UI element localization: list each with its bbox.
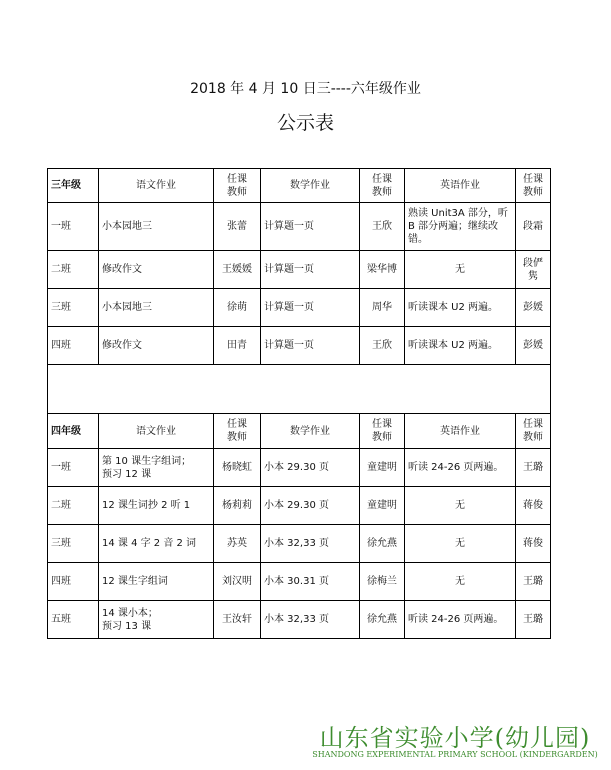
- class-label: 二班: [48, 487, 99, 525]
- teacher-header: 任课 教师: [214, 414, 261, 449]
- english-teacher: 蒋俊: [516, 487, 551, 525]
- math-homework: 计算题一页: [261, 289, 360, 327]
- math-teacher: 王欣: [360, 203, 405, 251]
- math-homework: 小本 29.30 页: [261, 449, 360, 487]
- math-homework: 小本 29.30 页: [261, 487, 360, 525]
- math-homework: 小本 32,33 页: [261, 601, 360, 639]
- class-label: 一班: [48, 449, 99, 487]
- math-teacher: 周华: [360, 289, 405, 327]
- grade4-header-row: [48, 414, 551, 449]
- grade3-label: 三年级: [48, 169, 99, 203]
- teacher-header: 任课 教师: [516, 414, 551, 449]
- chinese-homework: 修改作文: [99, 327, 214, 365]
- grade4-label: 四年级: [48, 414, 99, 449]
- chinese-teacher: 王汝轩: [214, 601, 261, 639]
- table-row: [48, 203, 551, 251]
- class-label: 三班: [48, 525, 99, 563]
- chinese-teacher: 刘汉明: [214, 563, 261, 601]
- teacher-header: 任课 教师: [360, 169, 405, 203]
- math-header: 数学作业: [261, 414, 360, 449]
- math-homework: 小本 30.31 页: [261, 563, 360, 601]
- school-logo-chinese: 山东省实验小学(幼儿园): [319, 724, 591, 752]
- math-teacher: 童建明: [360, 449, 405, 487]
- math-homework: 计算题一页: [261, 251, 360, 289]
- chinese-teacher: 张蕾: [214, 203, 261, 251]
- chinese-header: 语文作业: [99, 414, 214, 449]
- chinese-homework: 14 课小本； 预习 13 课: [99, 601, 214, 639]
- english-homework: 无: [405, 563, 516, 601]
- math-teacher: 徐允燕: [360, 525, 405, 563]
- math-teacher: 梁华博: [360, 251, 405, 289]
- chinese-teacher: 徐萌: [214, 289, 261, 327]
- chinese-teacher: 王媛媛: [214, 251, 261, 289]
- chinese-homework: 小本园地三: [99, 203, 214, 251]
- math-header: 数学作业: [261, 169, 360, 203]
- table-row: [48, 251, 551, 289]
- chinese-homework: 修改作文: [99, 251, 214, 289]
- chinese-homework: 12 课生字组词: [99, 563, 214, 601]
- chinese-homework: 14 课 4 字 2 音 2 词: [99, 525, 214, 563]
- teacher-header: 任课 教师: [214, 169, 261, 203]
- homework-table: [47, 168, 551, 639]
- english-homework: 无: [405, 251, 516, 289]
- table-row: [48, 289, 551, 327]
- table-row: [48, 487, 551, 525]
- chinese-teacher: 杨晓虹: [214, 449, 261, 487]
- section-spacer: [48, 365, 551, 414]
- spacer-cell: [48, 365, 551, 414]
- table-row: [48, 601, 551, 639]
- english-homework: 听读课本 U2 两遍。: [405, 327, 516, 365]
- math-teacher: 徐允燕: [360, 601, 405, 639]
- english-header: 英语作业: [405, 169, 516, 203]
- chinese-homework: 小本园地三: [99, 289, 214, 327]
- english-teacher: 彭媛: [516, 289, 551, 327]
- chinese-homework: 12 课生词抄 2 听 1: [99, 487, 214, 525]
- english-teacher: 蒋俊: [516, 525, 551, 563]
- english-teacher: 段霜: [516, 203, 551, 251]
- english-homework: 无: [405, 525, 516, 563]
- document-title: 2018 年 4 月 10 日三----六年级作业: [190, 81, 421, 97]
- table-row: [48, 563, 551, 601]
- math-homework: 计算题一页: [261, 327, 360, 365]
- class-label: 一班: [48, 203, 99, 251]
- class-label: 五班: [48, 601, 99, 639]
- english-homework: 听读 24-26 页两遍。: [405, 601, 516, 639]
- chinese-homework: 第 10 课生字组词； 预习 12 课: [99, 449, 214, 487]
- english-homework: 听读课本 U2 两遍。: [405, 289, 516, 327]
- math-homework: 小本 32,33 页: [261, 525, 360, 563]
- english-teacher: 彭媛: [516, 327, 551, 365]
- english-teacher: 王璐: [516, 601, 551, 639]
- english-teacher: 王璐: [516, 563, 551, 601]
- math-teacher: 童建明: [360, 487, 405, 525]
- class-label: 四班: [48, 327, 99, 365]
- class-label: 三班: [48, 289, 99, 327]
- english-homework: 熟读 Unit3A 部分，听 B 部分两遍；继续改错。: [405, 203, 516, 251]
- table-row: [48, 449, 551, 487]
- chinese-teacher: 田青: [214, 327, 261, 365]
- chinese-header: 语文作业: [99, 169, 214, 203]
- math-teacher: 徐梅兰: [360, 563, 405, 601]
- english-homework: 无: [405, 487, 516, 525]
- english-teacher: 王璐: [516, 449, 551, 487]
- school-logo-english: SHANDONG EXPERIMENTAL PRIMARY SCHOOL (KINDERGARDEN): [312, 750, 598, 759]
- teacher-header: 任课 教师: [360, 414, 405, 449]
- class-label: 二班: [48, 251, 99, 289]
- english-homework: 听读 24-26 页两遍。: [405, 449, 516, 487]
- table-row: [48, 327, 551, 365]
- english-header: 英语作业: [405, 414, 516, 449]
- english-teacher: 段俨隽: [516, 251, 551, 289]
- class-label: 四班: [48, 563, 99, 601]
- teacher-header: 任课 教师: [516, 169, 551, 203]
- grade3-header-row: [48, 169, 551, 203]
- document-subtitle: 公示表: [276, 112, 334, 134]
- chinese-teacher: 杨莉莉: [214, 487, 261, 525]
- table-row: [48, 525, 551, 563]
- math-teacher: 王欣: [360, 327, 405, 365]
- math-homework: 计算题一页: [261, 203, 360, 251]
- chinese-teacher: 苏英: [214, 525, 261, 563]
